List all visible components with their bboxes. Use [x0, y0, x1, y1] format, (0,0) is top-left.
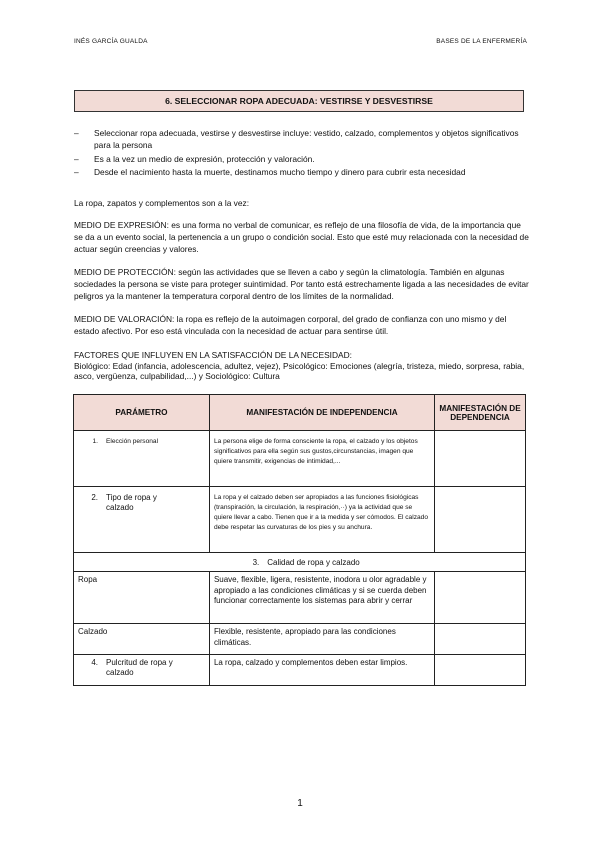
param-label: Tipo de ropa y calzado — [106, 493, 157, 512]
independence-cell: La ropa y el calzado deben ser apropiados a las funciones fisiológicas (transpiración, la circulación, la respiración,··) ya la actividad que se quiere llevar a cabo. Tienen que ir a la medida y ser cómodos. El calzado debe respetar las curvaturas de los pies y su anchura. — [209, 487, 434, 553]
bullet-text: Seleccionar ropa adecuada, vestirse y desvestirse incluye: vestido, calzado, complementos y objetos significativos para la persona — [94, 128, 519, 150]
row-number: 1. — [92, 438, 98, 445]
param-cell — [74, 487, 210, 553]
table-row-subheading — [74, 553, 526, 572]
dependence-cell — [435, 572, 526, 624]
param-label: Elección personal — [106, 438, 159, 445]
bullet-item — [74, 128, 534, 152]
dependence-cell — [435, 624, 526, 655]
independence-cell: La persona elige de forma consciente la ropa, el calzado y los objetos significativos para ella según sus gustos,circunstancias, imagen que quiere transmitir, exigencias de intimidad,... — [209, 431, 434, 487]
param-cell: Ropa — [74, 572, 210, 624]
quality-subheading — [74, 553, 526, 572]
table-row — [74, 655, 526, 686]
param-label: Calidad de ropa y calzado — [267, 557, 360, 567]
bullet-list — [74, 128, 534, 181]
paragraph-valuation: MEDIO DE VALORACIÓN: la ropa es reflejo de la autoimagen corporal, del grado de confianza con uno mismo y del estado afectivo. Por eso está vinculada con la necesidad de actuar para sentirse útil. — [74, 314, 507, 336]
table-header-row — [74, 395, 526, 431]
param-cell: Calzado — [74, 624, 210, 655]
bullet-item — [74, 167, 534, 179]
table-row — [74, 624, 526, 655]
intro-text: La ropa, zapatos y complementos son a la vez: — [74, 198, 250, 208]
header-independence: MANIFESTACIÓN DE INDEPENDENCIA — [209, 395, 434, 431]
factors-heading: FACTORES QUE INFLUYEN EN LA SATISFACCIÓN DE LA NECESIDAD: — [74, 350, 352, 360]
paragraph-expression: MEDIO DE EXPRESIÓN: es una forma no verbal de comunicar, es reflejo de una filosofía de vida, de la importancia que se da a un evento social, la pertenencia a un grupo o condición social. Esto que esté muy relacionada con la necesidad de actuar según creencias y valores. — [74, 220, 529, 254]
factors-text: Biológico: Edad (infancia, adolescencia, adultez, vejez), Psicológico: Emociones (alegría, tristeza, miedo, sorpresa, rabia, asco, vergüenza, culpabilidad,...) y Sociológico: Cultura — [74, 360, 525, 381]
param-cell — [74, 655, 210, 686]
bullet-text: Es a la vez un medio de expresión, protección y valoración. — [94, 153, 315, 164]
parameters-table — [73, 394, 526, 686]
param-cell — [74, 431, 210, 487]
row-number: 3. — [252, 557, 260, 567]
bullet-item — [74, 154, 534, 166]
section-title — [74, 90, 524, 112]
table-row — [74, 572, 526, 624]
dependence-cell — [435, 487, 526, 553]
row-number: 2. — [91, 493, 98, 502]
section-title-text: 6. SELECCIONAR ROPA ADECUADA: VESTIRSE Y DESVESTIRSE — [165, 96, 433, 106]
page-number: 1 — [297, 798, 303, 809]
header-author: INÉS GARCÍA GUALDA — [74, 38, 148, 45]
header-parameter: PARÁMETRO — [74, 395, 210, 431]
row-number: 4. — [91, 658, 98, 667]
dependence-cell — [435, 655, 526, 686]
factors-block — [74, 350, 530, 382]
param-label: Pulcritud de ropa y calzado — [106, 658, 173, 677]
independence-cell: La ropa, calzado y complementos deben estar limpios. — [209, 655, 434, 686]
dependence-cell — [435, 431, 526, 487]
header-course: BASES DE LA ENFERMERÍA — [436, 38, 527, 45]
header-dependence: MANIFESTACIÓN DE DEPENDENCIA — [435, 395, 526, 431]
paragraph-protection: MEDIO DE PROTECCIÓN: según las actividades que se lleven a cabo y según la climatología. También en algunas sociedades la persona se viste para proteger suintimidad. Por tanto está estrechamente ligada a las necesidades de evitar peligros ya la mantener la temperatura corporal dentro de los límites de la normalidad. — [74, 267, 529, 301]
table-row — [74, 431, 526, 487]
table-row — [74, 487, 526, 553]
independence-cell: Flexible, resistente, apropiado para las condiciones climáticas. — [209, 624, 434, 655]
independence-cell: Suave, flexible, ligera, resistente, inodora u olor agradable y apropiado a las condiciones climáticas y si se cuerda deben funcionar correctamente los sistemas para abrir y cerrar — [209, 572, 434, 624]
bullet-text: Desde el nacimiento hasta la muerte, destinamos mucho tiempo y dinero para cubrir esta necesidad — [94, 167, 466, 178]
